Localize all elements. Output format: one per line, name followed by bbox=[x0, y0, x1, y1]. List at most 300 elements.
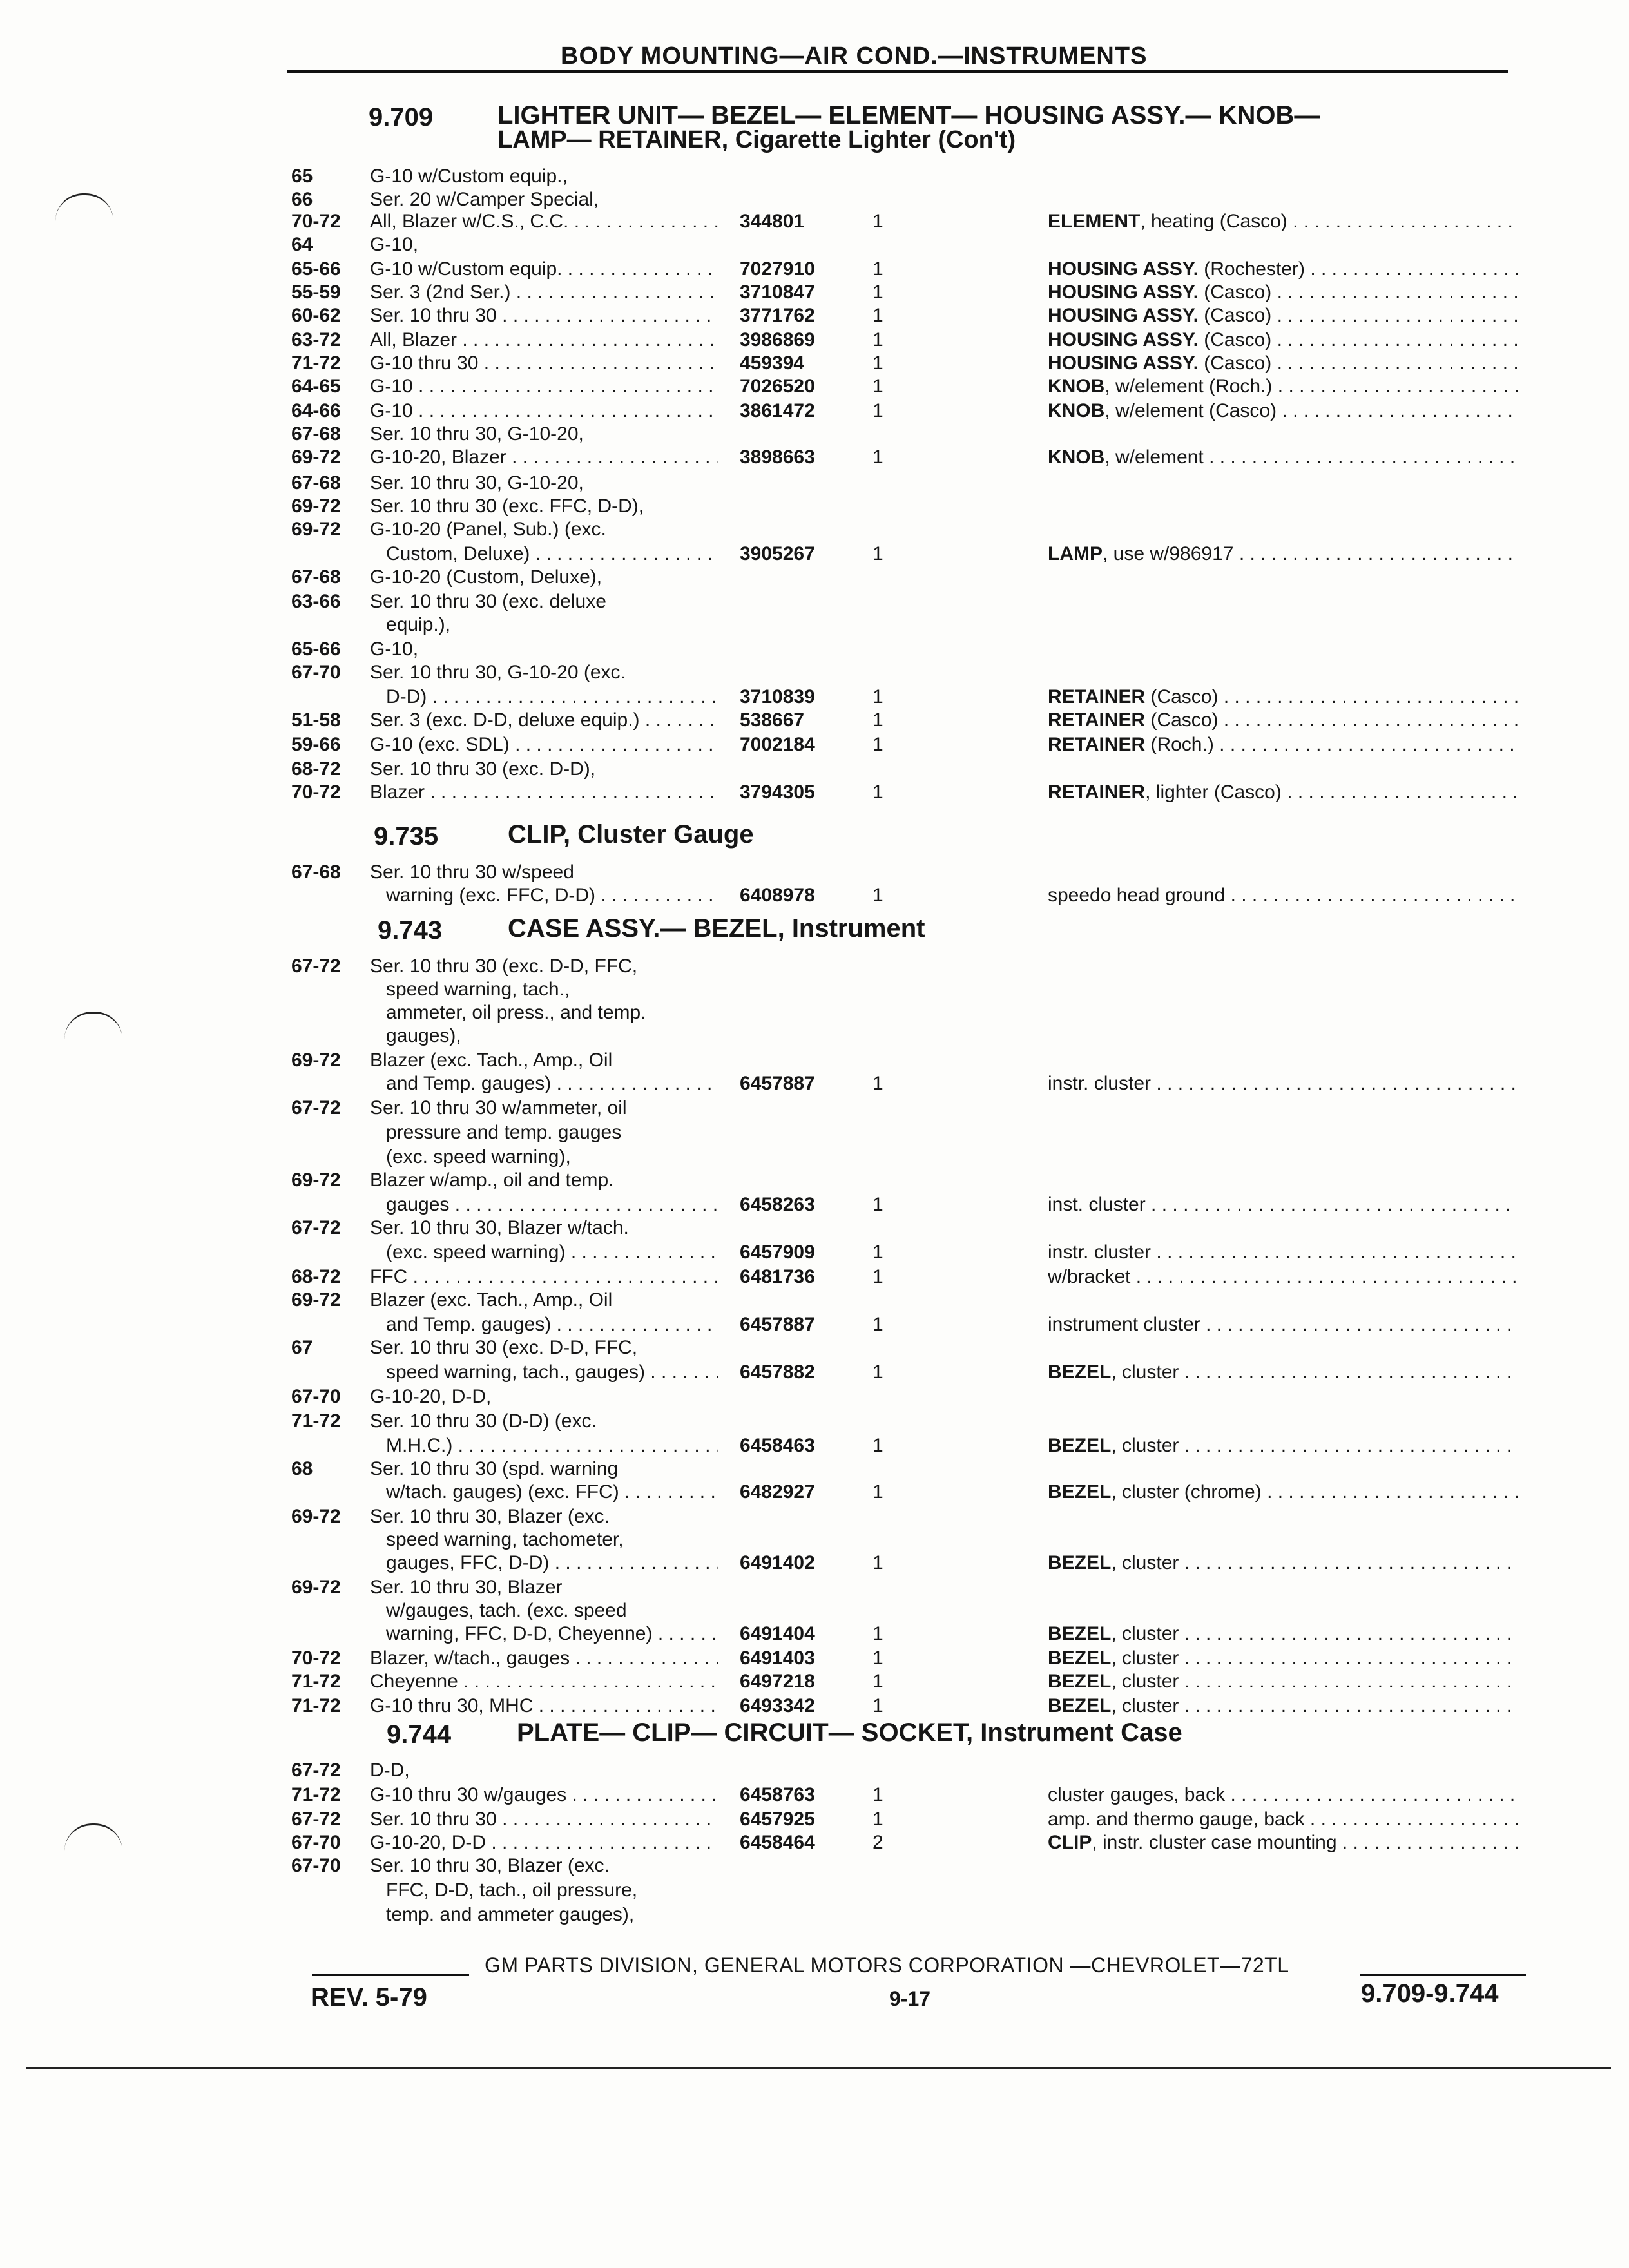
model-years: 71-72 bbox=[291, 1695, 341, 1716]
usage-description: speed warning, tach., gauges) . . . bbox=[370, 1361, 718, 1384]
part-description bbox=[1048, 1808, 1518, 1831]
usage-description: G-10-20, D-D . . . bbox=[370, 1831, 718, 1854]
model-years: 69-72 bbox=[291, 1050, 341, 1071]
page-header-title: BODY MOUNTING—AIR COND.—INSTRUMENTS bbox=[561, 43, 1148, 70]
footer-revision: REV. 5-79 bbox=[311, 1983, 427, 2012]
model-years: 64 bbox=[291, 234, 313, 255]
part-number: 6497218 bbox=[740, 1671, 815, 1692]
part-description bbox=[1048, 1647, 1518, 1670]
table-row bbox=[0, 709, 1629, 733]
model-years: 67-70 bbox=[291, 1386, 341, 1407]
table-row bbox=[0, 1410, 1629, 1434]
usage-description: warning (exc. FFC, D-D) . . . bbox=[370, 884, 718, 907]
part-detail: (Casco) bbox=[1145, 686, 1219, 707]
quantity: 1 bbox=[872, 400, 883, 421]
part-name: LAMP bbox=[1048, 543, 1103, 564]
table-row bbox=[0, 1599, 1629, 1623]
quantity: 1 bbox=[872, 1671, 883, 1692]
part-number: 6491402 bbox=[740, 1552, 815, 1573]
part-description bbox=[1048, 1783, 1518, 1807]
table-row bbox=[0, 566, 1629, 590]
usage-description: Ser. 10 thru 30 w/ammeter, oil bbox=[370, 1097, 627, 1119]
table-row bbox=[0, 1903, 1629, 1927]
part-description bbox=[1048, 1361, 1518, 1384]
model-years: 63-66 bbox=[291, 591, 341, 612]
table-row bbox=[0, 1759, 1629, 1783]
part-description bbox=[1048, 1622, 1518, 1646]
part-name: BEZEL bbox=[1048, 1435, 1112, 1456]
quantity: 1 bbox=[872, 1435, 883, 1456]
table-row bbox=[0, 1001, 1629, 1025]
part-number: 6482927 bbox=[740, 1481, 815, 1503]
model-years: 65-66 bbox=[291, 258, 341, 280]
part-description bbox=[1048, 1552, 1518, 1575]
section-title: CASE ASSY.— BEZEL, Instrument bbox=[508, 914, 925, 943]
model-years: 63-72 bbox=[291, 329, 341, 351]
usage-description: Blazer (exc. Tach., Amp., Oil bbox=[370, 1289, 613, 1311]
table-row bbox=[0, 1854, 1629, 1878]
part-description bbox=[1048, 781, 1518, 804]
table-row bbox=[0, 955, 1629, 979]
part-detail: speedo head ground bbox=[1048, 885, 1226, 906]
part-name: BEZEL bbox=[1048, 1361, 1112, 1383]
part-description bbox=[1048, 1241, 1518, 1264]
part-detail: (Rochester) bbox=[1198, 258, 1305, 280]
usage-description: warning, FFC, D-D, Cheyenne) . . . bbox=[370, 1622, 718, 1646]
part-number: 7026520 bbox=[740, 376, 815, 397]
usage-description: All, Blazer w/C.S., C.C. . . . bbox=[370, 210, 718, 233]
footer-rule-right bbox=[1360, 1974, 1526, 1976]
quantity: 1 bbox=[872, 1361, 883, 1383]
model-years: 59-66 bbox=[291, 734, 341, 755]
quantity: 1 bbox=[872, 1809, 883, 1830]
model-years: 69-72 bbox=[291, 1289, 341, 1311]
table-row bbox=[0, 210, 1629, 234]
usage-description: G-10-20 (Panel, Sub.) (exc. bbox=[370, 519, 606, 540]
part-number: 6458763 bbox=[740, 1784, 815, 1805]
quantity: 1 bbox=[872, 376, 883, 397]
part-detail: instr. cluster bbox=[1048, 1073, 1152, 1094]
part-name: BEZEL bbox=[1048, 1695, 1112, 1716]
usage-description: G-10 thru 30 w/gauges . . . bbox=[370, 1783, 718, 1807]
usage-description: Ser. 10 thru 30, Blazer bbox=[370, 1577, 563, 1598]
model-years: 67-68 bbox=[291, 566, 341, 588]
part-description bbox=[1048, 884, 1518, 907]
usage-description: FFC, D-D, tach., oil pressure, bbox=[370, 1879, 638, 1901]
usage-description: pressure and temp. gauges bbox=[370, 1122, 622, 1143]
model-years: 71-72 bbox=[291, 1784, 341, 1805]
part-detail: , cluster bbox=[1111, 1623, 1179, 1644]
section-title: CLIP, Cluster Gauge bbox=[508, 820, 754, 849]
model-years: 65-66 bbox=[291, 639, 341, 660]
part-number: 3710839 bbox=[740, 686, 815, 707]
part-detail: instrument cluster bbox=[1048, 1314, 1200, 1335]
usage-description: Ser. 10 thru 30 (exc. FFC, D-D), bbox=[370, 495, 644, 517]
footer-corporation: GM PARTS DIVISION, GENERAL MOTORS CORPORATION —CHEVROLET—72TL bbox=[485, 1954, 1289, 1977]
table-row bbox=[0, 543, 1629, 566]
part-name: HOUSING ASSY. bbox=[1048, 305, 1199, 326]
usage-description: ammeter, oil press., and temp. bbox=[370, 1002, 646, 1023]
part-name: ELEMENT bbox=[1048, 211, 1141, 232]
quantity: 1 bbox=[872, 1648, 883, 1669]
part-description bbox=[1048, 399, 1518, 423]
usage-description: G-10 w/Custom equip. . . . bbox=[370, 258, 718, 281]
quantity: 1 bbox=[872, 1266, 883, 1287]
usage-description: Ser. 10 thru 30, G-10-20, bbox=[370, 423, 584, 445]
footer-section-range: 9.709-9.744 bbox=[1361, 1979, 1499, 2008]
part-detail: (Casco) bbox=[1145, 709, 1219, 731]
quantity: 1 bbox=[872, 329, 883, 351]
part-detail: , cluster bbox=[1111, 1671, 1179, 1692]
part-detail: (Roch.) bbox=[1145, 734, 1214, 755]
part-number: 6458464 bbox=[740, 1832, 815, 1853]
part-name: CLIP bbox=[1048, 1832, 1092, 1853]
table-row bbox=[0, 613, 1629, 637]
part-description bbox=[1048, 210, 1518, 233]
usage-description: G-10 (exc. SDL) . . . bbox=[370, 733, 718, 756]
usage-description: All, Blazer . . . bbox=[370, 329, 718, 352]
footer-rule-left bbox=[312, 1974, 469, 1976]
part-number: 3771762 bbox=[740, 305, 815, 326]
table-row bbox=[0, 1808, 1629, 1832]
table-row bbox=[0, 375, 1629, 399]
usage-description: and Temp. gauges) . . . bbox=[370, 1313, 718, 1336]
part-detail: , heating (Casco) bbox=[1140, 211, 1287, 232]
part-detail: (Casco) bbox=[1198, 352, 1272, 374]
table-row bbox=[0, 1361, 1629, 1385]
part-number: 6408978 bbox=[740, 885, 815, 906]
part-description bbox=[1048, 1193, 1518, 1216]
part-description bbox=[1048, 281, 1518, 304]
model-years: 67 bbox=[291, 1337, 313, 1358]
table-row bbox=[0, 1193, 1629, 1217]
model-years: 70-72 bbox=[291, 211, 341, 232]
part-description bbox=[1048, 258, 1518, 281]
part-name: KNOB bbox=[1048, 400, 1105, 421]
usage-description: Ser. 10 thru 30 (exc. D-D), bbox=[370, 758, 596, 780]
part-detail: , cluster bbox=[1111, 1648, 1179, 1669]
usage-description: Ser. 3 (2nd Ser.) . . . bbox=[370, 281, 718, 304]
quantity: 2 bbox=[872, 1832, 883, 1853]
usage-description: (exc. speed warning), bbox=[370, 1146, 571, 1168]
part-description bbox=[1048, 733, 1518, 756]
usage-description: Ser. 10 thru 30, Blazer (exc. bbox=[370, 1855, 610, 1876]
part-name: RETAINER bbox=[1048, 709, 1146, 731]
table-row bbox=[0, 1879, 1629, 1903]
table-row bbox=[0, 1481, 1629, 1504]
usage-description: Blazer (exc. Tach., Amp., Oil bbox=[370, 1050, 613, 1071]
table-row bbox=[0, 884, 1629, 908]
part-description bbox=[1048, 709, 1518, 732]
usage-description: Ser. 3 (exc. D-D, deluxe equip.) . . . bbox=[370, 709, 718, 732]
table-row bbox=[0, 1097, 1629, 1120]
usage-description: Custom, Deluxe) . . . bbox=[370, 543, 718, 566]
table-row bbox=[0, 1783, 1629, 1807]
part-detail: cluster gauges, back bbox=[1048, 1784, 1226, 1805]
model-years: 60-62 bbox=[291, 305, 341, 326]
model-years: 69-72 bbox=[291, 519, 341, 540]
usage-description: G-10, bbox=[370, 234, 419, 255]
part-number: 6457887 bbox=[740, 1314, 815, 1335]
part-number: 7027910 bbox=[740, 258, 815, 280]
model-years: 64-66 bbox=[291, 400, 341, 421]
table-row bbox=[0, 399, 1629, 423]
usage-description: gauges, FFC, D-D) . . . bbox=[370, 1552, 718, 1575]
usage-description: Ser. 10 thru 30, Blazer (exc. bbox=[370, 1506, 610, 1527]
header-rule bbox=[287, 70, 1508, 73]
section-number: 9.735 bbox=[374, 822, 439, 850]
section-number: 9.709 bbox=[369, 103, 434, 131]
usage-description: Ser. 10 thru 30 (exc. deluxe bbox=[370, 591, 606, 612]
usage-description: temp. and ammeter gauges), bbox=[370, 1904, 635, 1925]
table-row bbox=[0, 1647, 1629, 1671]
table-row bbox=[0, 1024, 1629, 1048]
usage-description: G-10, bbox=[370, 639, 419, 660]
usage-description: Blazer . . . bbox=[370, 781, 718, 804]
table-row bbox=[0, 281, 1629, 305]
table-row bbox=[0, 304, 1629, 328]
part-detail: , w/element (Casco) bbox=[1104, 400, 1277, 421]
quantity: 1 bbox=[872, 1194, 883, 1215]
table-row bbox=[0, 1289, 1629, 1312]
usage-description: D-D) . . . bbox=[370, 686, 718, 709]
quantity: 1 bbox=[872, 305, 883, 326]
part-description bbox=[1048, 686, 1518, 709]
table-row bbox=[0, 1552, 1629, 1575]
part-name: BEZEL bbox=[1048, 1648, 1112, 1669]
model-years: 67-70 bbox=[291, 1855, 341, 1876]
usage-description: G-10 . . . bbox=[370, 399, 718, 423]
part-number: 538667 bbox=[740, 709, 805, 731]
model-years: 68 bbox=[291, 1458, 313, 1479]
model-years: 67-72 bbox=[291, 1809, 341, 1830]
model-years: 71-72 bbox=[291, 1410, 341, 1432]
model-years: 51-58 bbox=[291, 709, 341, 731]
part-description bbox=[1048, 1434, 1518, 1457]
model-years: 67-72 bbox=[291, 1097, 341, 1119]
part-name: KNOB bbox=[1048, 376, 1105, 397]
table-row bbox=[0, 1265, 1629, 1289]
part-detail: inst. cluster bbox=[1048, 1194, 1146, 1215]
table-row bbox=[0, 1528, 1629, 1552]
part-number: 3905267 bbox=[740, 543, 815, 564]
part-description bbox=[1048, 329, 1518, 352]
table-row bbox=[0, 1072, 1629, 1096]
part-detail: , cluster bbox=[1111, 1552, 1179, 1573]
part-number: 6491404 bbox=[740, 1623, 815, 1644]
part-detail: , cluster bbox=[1111, 1361, 1179, 1383]
usage-description: w/tach. gauges) (exc. FFC) . . . bbox=[370, 1481, 718, 1504]
table-row bbox=[0, 446, 1629, 470]
part-number: 6457909 bbox=[740, 1242, 815, 1263]
usage-description: speed warning, tachometer, bbox=[370, 1529, 624, 1550]
table-row bbox=[0, 352, 1629, 376]
table-row bbox=[0, 1831, 1629, 1855]
part-detail: , cluster bbox=[1111, 1435, 1179, 1456]
model-years: 69-72 bbox=[291, 1169, 341, 1191]
model-years: 70-72 bbox=[291, 782, 341, 803]
usage-description: Ser. 10 thru 30, G-10-20, bbox=[370, 472, 584, 494]
model-years: 67-72 bbox=[291, 956, 341, 977]
section-number: 9.743 bbox=[378, 916, 443, 945]
part-description bbox=[1048, 446, 1518, 469]
quantity: 1 bbox=[872, 782, 883, 803]
model-years: 65 bbox=[291, 166, 313, 187]
part-detail: w/bracket bbox=[1048, 1266, 1131, 1287]
part-name: KNOB bbox=[1048, 447, 1105, 468]
quantity: 1 bbox=[872, 1242, 883, 1263]
part-description bbox=[1048, 1670, 1518, 1693]
table-row bbox=[0, 1434, 1629, 1458]
quantity: 1 bbox=[872, 1481, 883, 1503]
model-years: 69-72 bbox=[291, 495, 341, 517]
part-number: 6491403 bbox=[740, 1648, 815, 1669]
model-years: 67-72 bbox=[291, 1760, 341, 1781]
part-number: 3898663 bbox=[740, 447, 815, 468]
usage-description: Blazer w/amp., oil and temp. bbox=[370, 1169, 614, 1191]
part-name: BEZEL bbox=[1048, 1623, 1112, 1644]
part-description bbox=[1048, 1695, 1518, 1718]
usage-description: G-10 . . . bbox=[370, 375, 718, 398]
table-row bbox=[0, 233, 1629, 257]
table-row bbox=[0, 733, 1629, 757]
model-years: 66 bbox=[291, 189, 313, 210]
part-description bbox=[1048, 1265, 1518, 1289]
table-row bbox=[0, 1457, 1629, 1481]
table-row bbox=[0, 1336, 1629, 1360]
table-row bbox=[0, 1241, 1629, 1265]
table-row bbox=[0, 1169, 1629, 1193]
model-years: 69-72 bbox=[291, 1577, 341, 1598]
table-row bbox=[0, 758, 1629, 782]
quantity: 1 bbox=[872, 211, 883, 232]
model-years: 67-70 bbox=[291, 662, 341, 683]
part-number: 6457925 bbox=[740, 1809, 815, 1830]
quantity: 1 bbox=[872, 1314, 883, 1335]
quantity: 1 bbox=[872, 1073, 883, 1094]
part-number: 3710847 bbox=[740, 282, 815, 303]
quantity: 1 bbox=[872, 543, 883, 564]
part-number: 3794305 bbox=[740, 782, 815, 803]
usage-description: and Temp. gauges) . . . bbox=[370, 1072, 718, 1095]
usage-description: equip.), bbox=[370, 614, 451, 635]
table-row bbox=[0, 781, 1629, 805]
part-description bbox=[1048, 352, 1518, 375]
model-years: 68-72 bbox=[291, 758, 341, 780]
part-detail: , lighter (Casco) bbox=[1145, 782, 1282, 803]
part-number: 6458463 bbox=[740, 1435, 815, 1456]
part-name: HOUSING ASSY. bbox=[1048, 282, 1199, 303]
table-row bbox=[0, 518, 1629, 542]
usage-description: Ser. 20 w/Camper Special, bbox=[370, 189, 599, 210]
quantity: 1 bbox=[872, 352, 883, 374]
model-years: 71-72 bbox=[291, 1671, 341, 1692]
part-detail: , w/element bbox=[1104, 447, 1204, 468]
usage-description: Cheyenne . . . bbox=[370, 1670, 718, 1693]
table-row bbox=[0, 1670, 1629, 1694]
part-detail: , use w/986917 bbox=[1103, 543, 1234, 564]
usage-description: Ser. 10 thru 30 (exc. D-D, FFC, bbox=[370, 1337, 638, 1358]
section-title-continued: LAMP— RETAINER, Cigarette Lighter (Con't) bbox=[497, 126, 1016, 153]
model-years: 67-72 bbox=[291, 1217, 341, 1238]
quantity: 1 bbox=[872, 1784, 883, 1805]
usage-description: G-10 w/Custom equip., bbox=[370, 166, 568, 187]
table-row bbox=[0, 978, 1629, 1002]
part-description bbox=[1048, 543, 1518, 566]
table-row bbox=[0, 1622, 1629, 1646]
table-row bbox=[0, 165, 1629, 189]
part-detail: amp. and thermo gauge, back bbox=[1048, 1809, 1305, 1830]
usage-description: Ser. 10 thru 30 . . . bbox=[370, 304, 718, 327]
part-number: 6481736 bbox=[740, 1266, 815, 1287]
usage-description: Ser. 10 thru 30, G-10-20 (exc. bbox=[370, 662, 626, 683]
usage-description: D-D, bbox=[370, 1760, 410, 1781]
table-row bbox=[0, 1146, 1629, 1169]
part-number: 3986869 bbox=[740, 329, 815, 351]
usage-description: G-10-20, D-D, bbox=[370, 1386, 492, 1407]
table-row bbox=[0, 1385, 1629, 1409]
usage-description: Ser. 10 thru 30 (exc. D-D, FFC, bbox=[370, 956, 638, 977]
table-row bbox=[0, 423, 1629, 447]
part-name: RETAINER bbox=[1048, 782, 1146, 803]
section-title: PLATE— CLIP— CIRCUIT— SOCKET, Instrument Case bbox=[517, 1718, 1182, 1747]
model-years: 67-68 bbox=[291, 423, 341, 445]
footer-page-number: 9-17 bbox=[889, 1987, 931, 2010]
part-detail: , w/element (Roch.) bbox=[1104, 376, 1273, 397]
table-row bbox=[0, 1576, 1629, 1600]
table-row bbox=[0, 1049, 1629, 1073]
usage-description: Ser. 10 thru 30 (D-D) (exc. bbox=[370, 1410, 597, 1432]
part-number: 459394 bbox=[740, 352, 805, 374]
scan-edge-line bbox=[26, 2067, 1611, 2069]
part-detail: (Casco) bbox=[1198, 282, 1272, 303]
table-row bbox=[0, 1695, 1629, 1718]
quantity: 1 bbox=[872, 447, 883, 468]
table-row bbox=[0, 188, 1629, 212]
section-number: 9.744 bbox=[387, 1720, 452, 1749]
part-description bbox=[1048, 1831, 1518, 1854]
quantity: 1 bbox=[872, 258, 883, 280]
section-title: LIGHTER UNIT— BEZEL— ELEMENT— HOUSING ASSY.— KNOB— bbox=[497, 101, 1320, 130]
part-detail: , cluster (chrome) bbox=[1111, 1481, 1262, 1503]
usage-description: G-10-20 (Custom, Deluxe), bbox=[370, 566, 602, 588]
table-row bbox=[0, 329, 1629, 352]
part-number: 6457882 bbox=[740, 1361, 815, 1383]
table-row bbox=[0, 638, 1629, 662]
table-row bbox=[0, 661, 1629, 685]
part-name: HOUSING ASSY. bbox=[1048, 352, 1199, 374]
usage-description: G-10 thru 30 . . . bbox=[370, 352, 718, 375]
part-name: BEZEL bbox=[1048, 1481, 1112, 1503]
table-row bbox=[0, 1216, 1629, 1240]
model-years: 55-59 bbox=[291, 282, 341, 303]
usage-description: FFC . . . bbox=[370, 1265, 718, 1289]
part-description bbox=[1048, 1313, 1518, 1336]
model-years: 64-65 bbox=[291, 376, 341, 397]
usage-description: speed warning, tach., bbox=[370, 979, 570, 1000]
usage-description: G-10 thru 30, MHC . . . bbox=[370, 1695, 718, 1718]
part-number: 6458263 bbox=[740, 1194, 815, 1215]
part-number: 3861472 bbox=[740, 400, 815, 421]
model-years: 69-72 bbox=[291, 1506, 341, 1527]
usage-description: Ser. 10 thru 30 . . . bbox=[370, 1808, 718, 1831]
quantity: 1 bbox=[872, 1552, 883, 1573]
quantity: 1 bbox=[872, 686, 883, 707]
quantity: 1 bbox=[872, 1623, 883, 1644]
part-description bbox=[1048, 375, 1518, 398]
usage-description: Ser. 10 thru 30 (spd. warning bbox=[370, 1458, 619, 1479]
part-detail: , instr. cluster case mounting bbox=[1092, 1832, 1337, 1853]
